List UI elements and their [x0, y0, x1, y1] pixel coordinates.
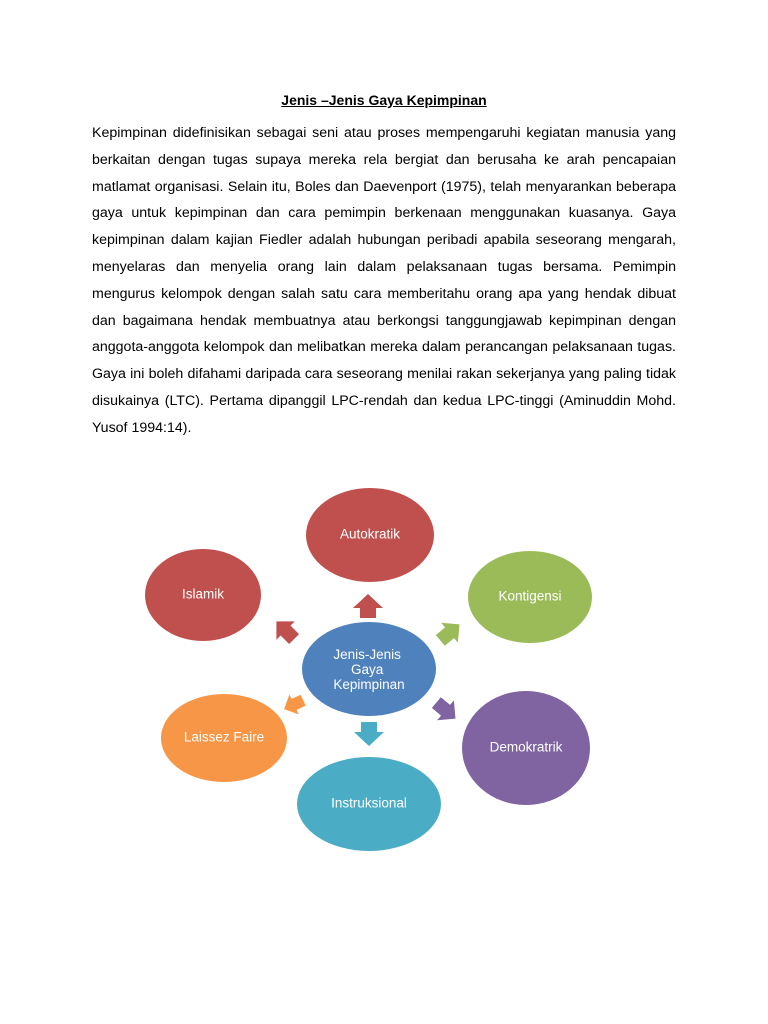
arrow-up-icon [353, 594, 383, 618]
arrow-down-left-icon [279, 690, 307, 719]
node-center [302, 622, 436, 716]
node-center-line3: Kepimpinan [333, 677, 405, 692]
arrow-up-left-icon [267, 612, 303, 648]
arrow-down-right-icon [428, 693, 464, 729]
document-title: Jenis –Jenis Gaya Kepimpinan [281, 92, 487, 108]
arrow-down-icon [354, 722, 384, 746]
node-islamik [145, 549, 261, 641]
document-paragraph: Kepimpinan didefinisikan sebagai seni atau proses mempengaruhi kegiatan manusia yang berkaitan dengan tugas supaya mereka rela bergiat dan berusaha ke arah pencapaian matlamat organisasi. Selain itu, Boles dan Daevenport (1975), telah menyarankan beberapa gaya untuk kepimpinan dan cara pemimpin berkenaan menggunakan kuasanya. Gaya kepimpinan dalam kajian Fiedler adalah hubungan peribadi apabila seseorang mengarah, menyelaras dan menyelia orang lain dalam pelaksanaan tugas bersama. Pemimpin mengurus kelompok dengan salah satu cara memberitahu orang apa yang hendak dibuat dan bagaimana hendak membuatnya atau berkongsi tanggungjawab kepimpinan dengan anggota-anggota kelompok dan melibatkan mereka dalam perancangan pelaksanaan tugas. Gaya ini boleh difahami daripada cara seseorang menilai rakan sekerjanya yang paling tidak disukainya (LTC). Pertama dipanggil LPC-rendah dan kedua LPC-tinggi (Aminuddin Mohd. Yusof 1994:14). [92, 125, 676, 436]
node-laissez-faire-label: Laissez Faire [183, 729, 265, 745]
node-demokratrik [462, 691, 590, 805]
node-autokratik [306, 488, 434, 582]
node-islamik-label: Islamik [181, 586, 225, 602]
node-autokratik-label: Autokratik [339, 526, 401, 542]
arrow-up-right-icon [432, 614, 468, 650]
node-laissez-faire [161, 694, 287, 782]
leadership-styles-diagram [130, 480, 610, 865]
node-kontigensi-label: Kontigensi [498, 588, 562, 604]
node-center-line2: Gaya [350, 662, 384, 677]
node-instruksional-label: Instruksional [331, 795, 407, 811]
node-demokratrik-label: Demokratrik [489, 739, 563, 755]
node-kontigensi [468, 551, 592, 643]
node-instruksional [297, 757, 441, 851]
node-center-line1: Jenis-Jenis [333, 647, 401, 662]
